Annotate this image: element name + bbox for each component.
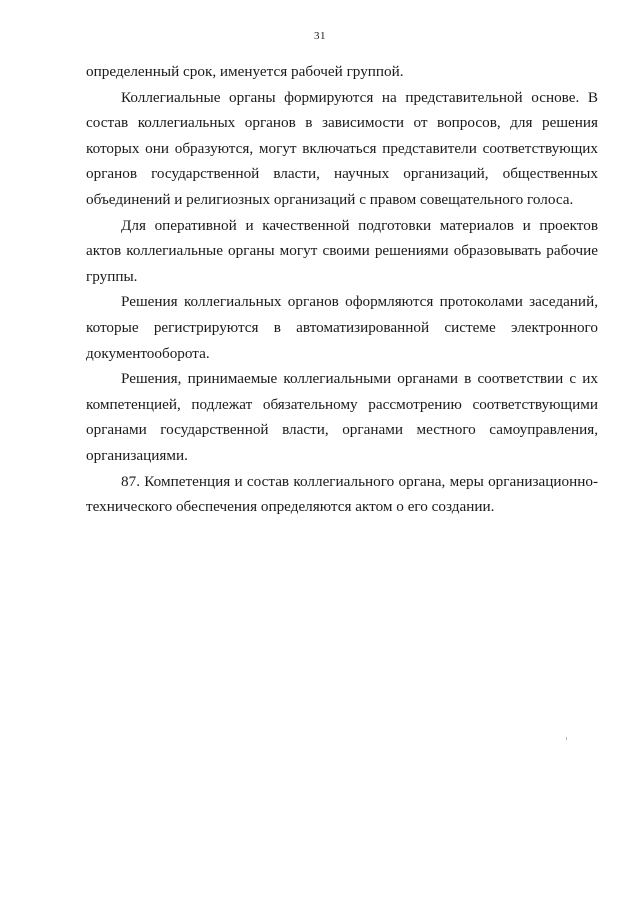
paragraph-decisions-obligatory: Решения, принимаемые коллегиальными органами в соответствии с их компетенцией, подлежат обязательному рассмотрению соответствующими органами государственной власти, органами местного самоуправления, организациями.: [86, 370, 598, 464]
scan-artifact-mark: [566, 737, 567, 740]
paragraph-87-competence: 87. Компетенция и состав коллегиального органа, меры организационно-технического обеспечения определяются актом о его создании.: [86, 472, 598, 516]
paragraph-working-groups: Для оперативной и качественной подготовки материалов и проектов актов коллегиальные органы могут своими решениями образовывать рабочие группы.: [86, 216, 598, 285]
paragraph-collegial-bodies-composition: Коллегиальные органы формируются на представительной основе. В состав коллегиальных органов в зависимости от вопросов, для решения которых они образуются, могут включаться представители соответствующих органов государственной власти, научных организаций, общественных объединений и религиозных организаций с правом совещательного голоса.: [86, 88, 598, 208]
page-number: 31: [314, 30, 326, 42]
paragraph-continuation: определенный срок, именуется рабочей группой.: [86, 63, 404, 80]
document-body: [86, 59, 598, 520]
paragraph-decisions-registration: Решения коллегиальных органов оформляются протоколами заседаний, которые регистрируются в автоматизированной системе электронного документооборота.: [86, 293, 598, 362]
